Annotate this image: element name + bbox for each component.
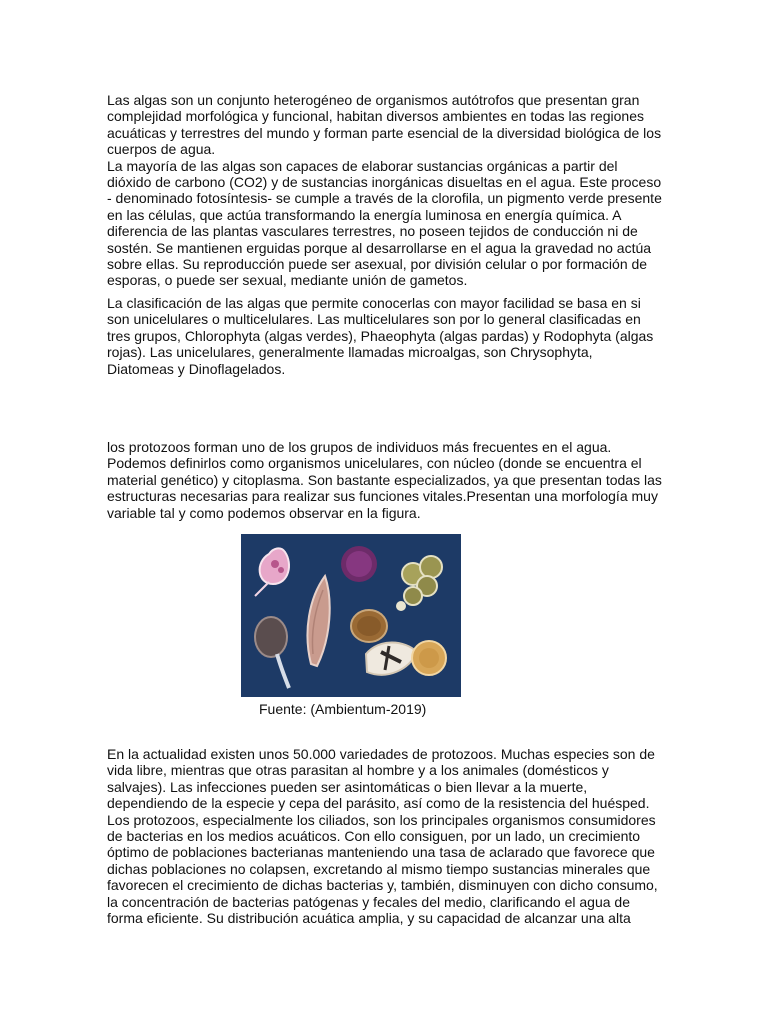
golden-cell-shape [412, 641, 446, 675]
figure [107, 534, 663, 746]
protozoa-illustration [241, 534, 461, 697]
paragraph-algas-intro: Las algas son un conjunto heterogéneo de organismos autótrofos que presentan gran complejidad morfológica y funcional, habitan diversos ambientes en todas las regiones acuáticas y terrestres del mundo y forman parte esencial de la diversidad biológica de los cuerpos de agua. [107, 92, 662, 158]
brown-cell-shape [351, 610, 387, 642]
paragraph-protozoos-intro: los protozoos forman uno de los grupos de individuos más frecuentes en el agua. Podemos definirlos como organismos unicelulares, con núcleo (donde se encuentra el material genético) y citoplasma. Son bastante especializados, ya que presentan todas las estructuras necesarias para realizar sus funciones vitales.Presentan una morfología muy variable tal y como podemos observar en la figura. [107, 438, 662, 521]
paragraph-algas-clasificacion: La clasificación de las algas que permite conocerlas con mayor facilidad se basa en si son unicelulares o multicelulares. Las multicelulares son por lo general clasificadas en tres grupos, Chlorophyta (algas verdes), Phaeophyta (algas pardas) y Rodophyta (algas rojas). Las unicelulares, generalmente llamadas microalgas, son Chrysophyta, Diatomeas y Dinoflagelados. [107, 294, 654, 377]
figure-caption: Fuente: (Ambientum-2019) [259, 700, 427, 717]
paragraph-protozoos-variedades: En la actualidad existen unos 50.000 variedades de protozoos. Muchas especies son de vida libre, mientras que otras parasitan al hombre y a los animales (domésticos y salvajes). Las infecciones pueden ser asintomáticas o bien llevar a la muerte, dependiendo de la especie y cepa del parásito, así como de la resistencia del huésped. Los protozoos, especialmente los ciliados, son los principales organismos consumidores de bacterias en los medios acuáticos. Con ello consiguen, por un lado, un crecimiento óptimo de poblaciones bacterianas manteniendo una tasa de aclarado que favorece que dichas poblaciones no colapsen, excretando al mismo tiempo sustancias minerales que favorecen el crecimiento de dichas bacterias y, también, disminuyen con dicho consumo, la concentración de bacterias patógenas y fecales del medio, clarificando el agua de forma eficiente. Su distribución acuática amplia, y su capacidad de alcanzar una alta [107, 745, 658, 926]
purple-cell-shape [341, 546, 377, 582]
document-body [107, 92, 663, 926]
protozoa-image [241, 534, 461, 697]
paragraph-algas-fotosintesis: La mayoría de las algas son capaces de elaborar sustancias orgánicas a partir del dióxido de carbono (CO2) y de sustancias inorgánicas disueltas en el agua. Este proceso - denominado fotosíntesis- se cumple a través de la clorofila, un pigmento verde presente en las células, que actúa transformando la energía luminosa en energía química. A diferencia de las plantas vasculares terrestres, no poseen tejidos de conducción ni de sostén. Se mantienen erguidas porque al desarrollarse en el agua la gravedad no actúa sobre ellas. Su reproducción puede ser asexual, por división celular o por formación de esporas, o puede ser sexual, mediante unión de gametos. [107, 157, 662, 289]
